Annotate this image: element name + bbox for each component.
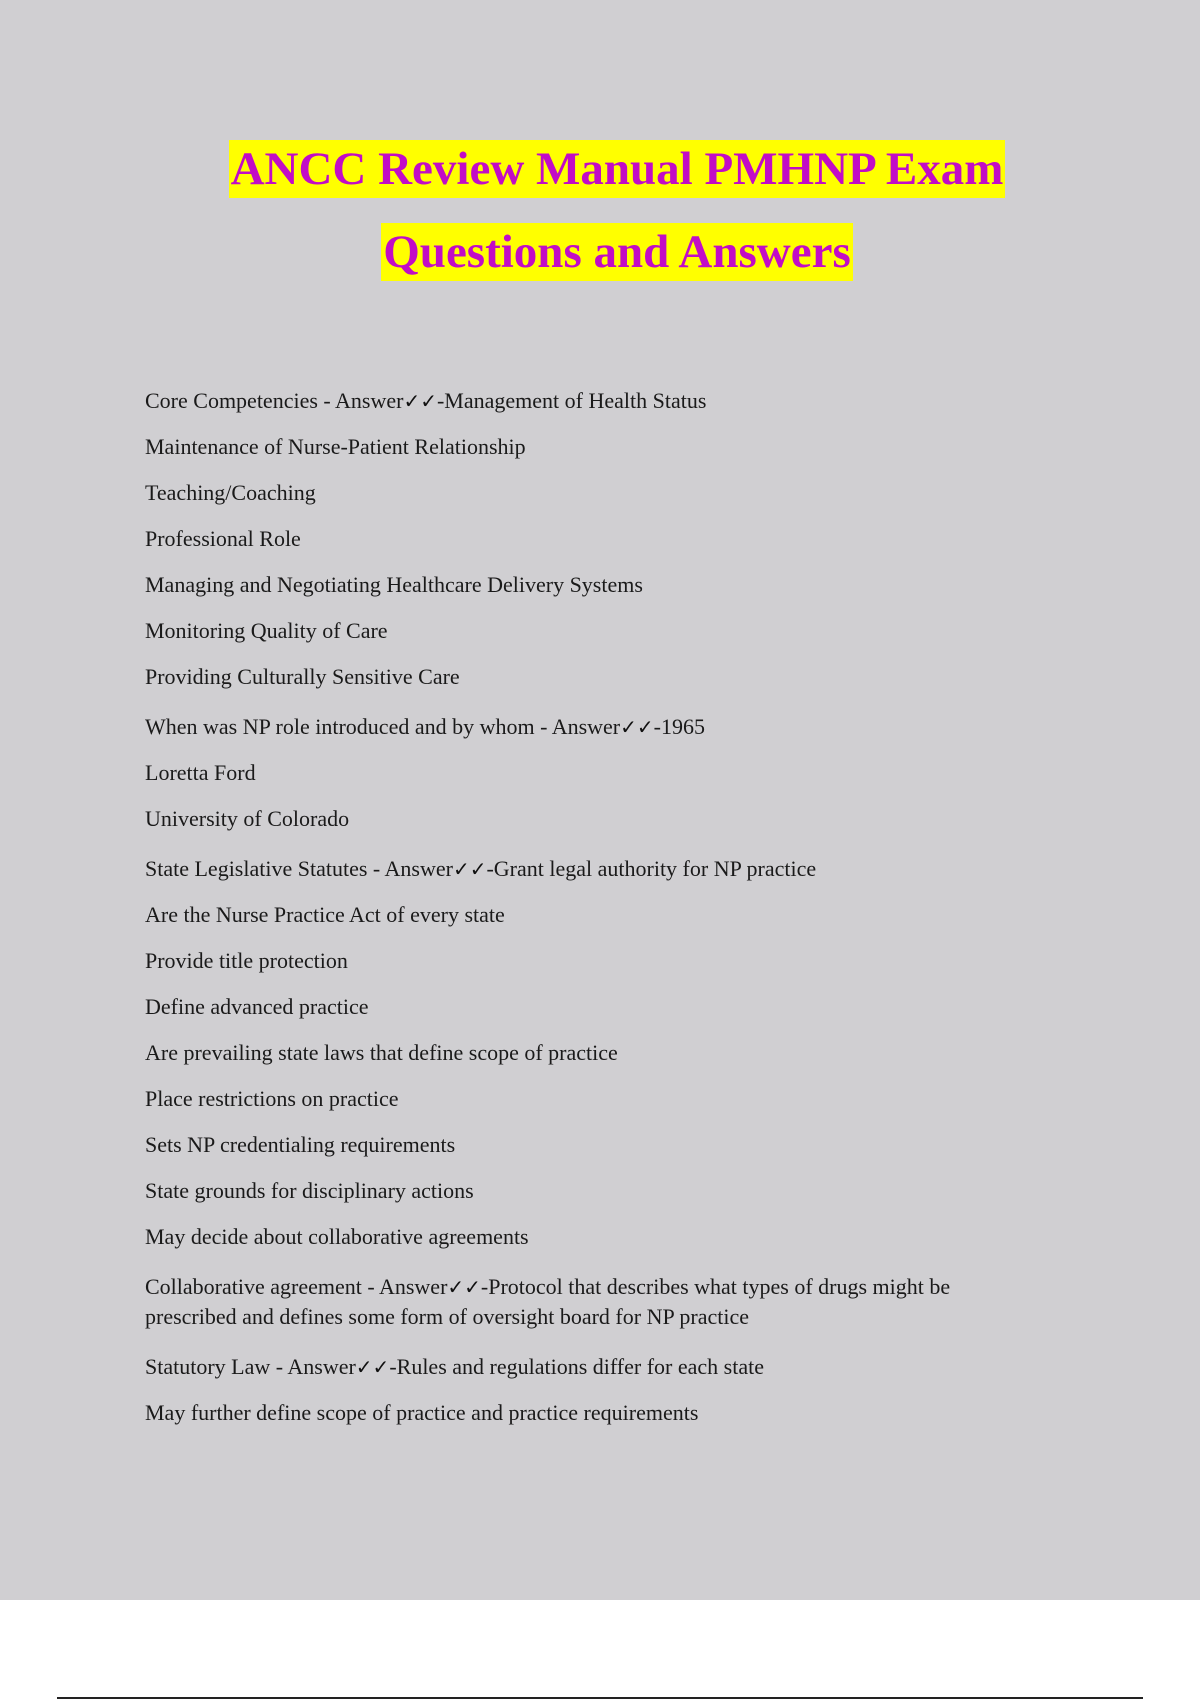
check-icon: ✓✓ — [355, 1355, 390, 1379]
check-icon: ✓✓ — [403, 389, 437, 413]
answer-line: May decide about collaborative agreements — [145, 1224, 529, 1249]
page-divider — [57, 1697, 1143, 1699]
answer-line: Are the Nurse Practice Act of every state — [145, 902, 505, 927]
answer-line: May further define scope of practice and practice requirements — [145, 1400, 699, 1425]
answer-line: Provide title protection — [145, 948, 348, 973]
answer-line: Teaching/Coaching — [145, 480, 316, 505]
check-icon: ✓✓ — [452, 857, 487, 881]
answer-line: University of Colorado — [145, 806, 350, 831]
answer-line: State grounds for disciplinary actions — [145, 1178, 474, 1203]
question-line: State Legislative Statutes - Answer✓✓-Grant legal authority for NP practice — [145, 856, 817, 881]
answer-line: Managing and Negotiating Healthcare Delivery Systems — [145, 572, 643, 597]
answer-line: Professional Role — [145, 526, 301, 551]
title-line-1: ANCC Review Manual PMHNP Exam — [229, 140, 1006, 198]
answer-line: Monitoring Quality of Care — [145, 618, 388, 643]
answer-line: Sets NP credentialing requirements — [145, 1132, 456, 1157]
check-icon: ✓✓ — [447, 1275, 481, 1299]
question-line: Statutory Law - Answer✓✓-Rules and regulations differ for each state — [145, 1354, 764, 1379]
question-line: Collaborative agreement - Answer✓✓-Protocol that describes what types of drugs might be prescribed and defines some form of oversight board for NP practice — [145, 1274, 951, 1329]
answer-line: Loretta Ford — [145, 760, 256, 785]
check-icon: ✓✓ — [620, 715, 654, 739]
title-line-2: Questions and Answers — [381, 223, 853, 281]
question-line: Core Competencies - Answer✓✓-Management of Health Status — [145, 388, 707, 413]
answer-line: Define advanced practice — [145, 994, 369, 1019]
answer-line: Providing Culturally Sensitive Care — [145, 664, 460, 689]
answer-line: Are prevailing state laws that define scope of practice — [145, 1040, 618, 1065]
question-line: When was NP role introduced and by whom - Answer✓✓-1965 — [145, 714, 705, 739]
document-title — [0, 140, 1200, 306]
qa-content — [145, 386, 1045, 1428]
answer-line: Maintenance of Nurse-Patient Relationship — [145, 434, 526, 459]
answer-line: Place restrictions on practice — [145, 1086, 399, 1111]
